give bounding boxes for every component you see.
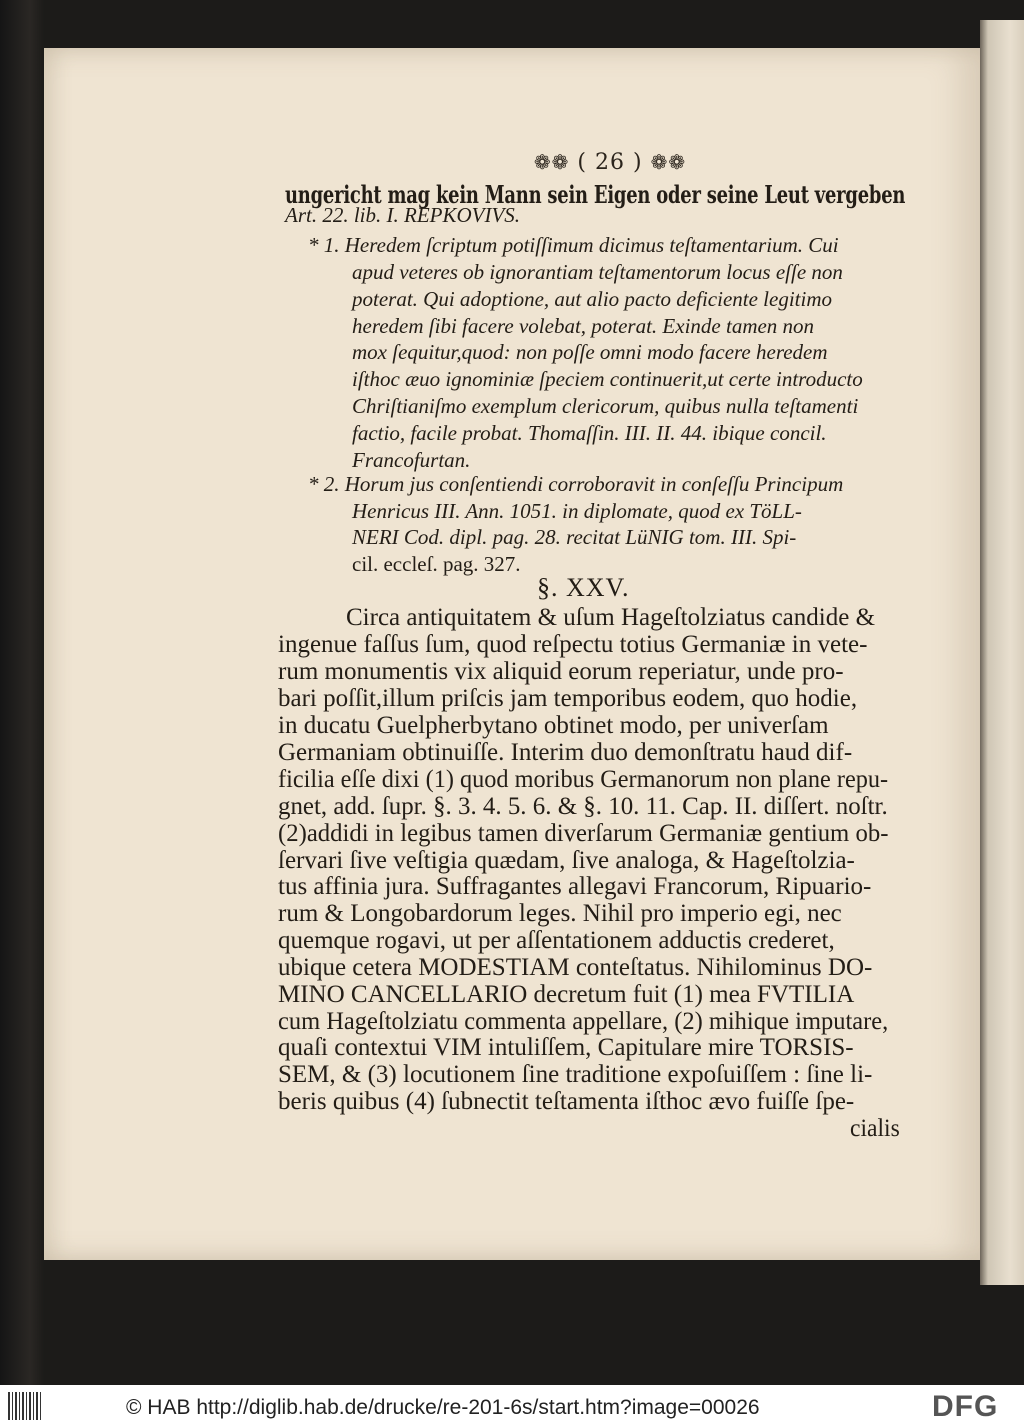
text-line: §. XXV. <box>537 573 630 602</box>
text-line: quaſi contextui VIM intuliſſem, Capitulare mire TORSIS- <box>278 1034 854 1061</box>
text-line: beris quibus (4) ſubnectit teſtamenta iſthoc ævo fuiſſe ſpe- <box>278 1088 855 1115</box>
text-line: (2)addidi in legibus tamen diverſarum Germaniæ gentium ob- <box>278 820 889 847</box>
ornament-left-icon: ❁❁ <box>533 150 570 174</box>
text-line: factio, facile probat. Thomaſſin. III. II. 44. ibique concil. <box>352 421 827 445</box>
page-header <box>490 150 730 175</box>
text-line: * 2. Horum jus conſentiendi corroboravit in conſeſſu Principum <box>308 472 844 496</box>
text-line: in ducatu Guelpherbytano obtinet modo, per univerſam <box>278 712 829 739</box>
text-line: iſthoc æuo ignominiæ ſpeciem continuerit,ut certe introducto <box>352 367 863 391</box>
text-line: cum Hageſtolziatu commenta appellare, (2) mihique imputare, <box>278 1008 889 1035</box>
text-line: Henricus III. Ann. 1051. in diplomate, quod ex TöLL- <box>352 499 802 523</box>
text-line: quemque rogavi, ut per aſſentationem adductis crederet, <box>278 927 835 954</box>
text-line: poterat. Qui adoptione, aut alio pacto deficiente legitimo <box>352 287 833 311</box>
text-line: Art. 22. lib. I. REPKOVIVS. <box>285 203 521 227</box>
text-line: NERI Cod. dipl. pag. 28. recitat LüNIG tom. III. Spi- <box>352 525 797 549</box>
text-line: cialis <box>850 1115 900 1142</box>
facing-page-edge <box>980 20 1024 1285</box>
hab-logo-icon <box>8 1392 42 1420</box>
text-line: ubique cetera MODESTIAM conteſtatus. Nihilominus DO- <box>278 954 873 981</box>
text-line: * 1. Heredem ſcriptum potiſſimum dicimus teſtamentarium. Cui <box>308 233 839 257</box>
copyright-link[interactable]: © HAB http://diglib.hab.de/drucke/re-201-6s/start.htm?image=00026 <box>126 1396 760 1419</box>
text-line: MINO CANCELLARIO decretum fuit (1) mea FVTILIA <box>278 981 855 1008</box>
text-line: mox ſequitur,quod: non poſſe omni modo facere heredem <box>352 340 828 364</box>
text-line: ungericht mag kein Mann sein Eigen oder seine Leut vergeben <box>285 180 906 209</box>
ornament-right-icon: ❁❁ <box>650 150 687 174</box>
text-line: heredem ſibi facere volebat, poterat. Exinde tamen non <box>352 314 815 338</box>
text-line: Circa antiquitatem & uſum Hageſtolziatus candide & <box>346 604 876 631</box>
text-line: bari poſſit,illum priſcis jam temporibus eodem, quo hodie, <box>278 685 858 712</box>
dfg-logo: DFG <box>932 1390 999 1423</box>
text-line: ſervari ſive veſtigia quædam, ſive analoga, & Hageſtolzia- <box>278 847 855 874</box>
page-number: ( 26 ) <box>577 150 643 175</box>
text-line: Germaniam obtinuiſſe. Interim duo demonſtratu haud dif- <box>278 739 853 766</box>
text-line: SEM, & (3) locutionem ſine traditione expoſuiſſem : ſine li- <box>278 1061 873 1088</box>
text-line: rum & Longobardorum leges. Nihil pro imperio egi, nec <box>278 900 842 927</box>
text-line: Chriſtianiſmo exemplum clericorum, quibus nulla teſtamenti <box>352 394 859 418</box>
text-line: gnet, add. ſupr. §. 3. 4. 5. 6. & §. 10. 11. Cap. II. diſſert. noſtr. <box>278 793 888 820</box>
text-line: tus affinia jura. Suffragantes allegavi Francorum, Ripuario- <box>278 873 872 900</box>
text-line: apud veteres ob ignorantiam teſtamentorum locus eſſe non <box>352 260 843 284</box>
text-line: cil. eccleſ. pag. 327. <box>352 552 521 576</box>
text-line: rum monumentis vix aliquid eorum reperiatur, unde pro- <box>278 658 844 685</box>
text-line: Francofurtan. <box>352 448 471 472</box>
text-line: ficilia eſſe dixi (1) quod moribus Germanorum non plane repu- <box>278 766 889 793</box>
text-line: ingenue faſſus ſum, quod reſpectu totius Germaniæ in vete- <box>278 631 868 658</box>
